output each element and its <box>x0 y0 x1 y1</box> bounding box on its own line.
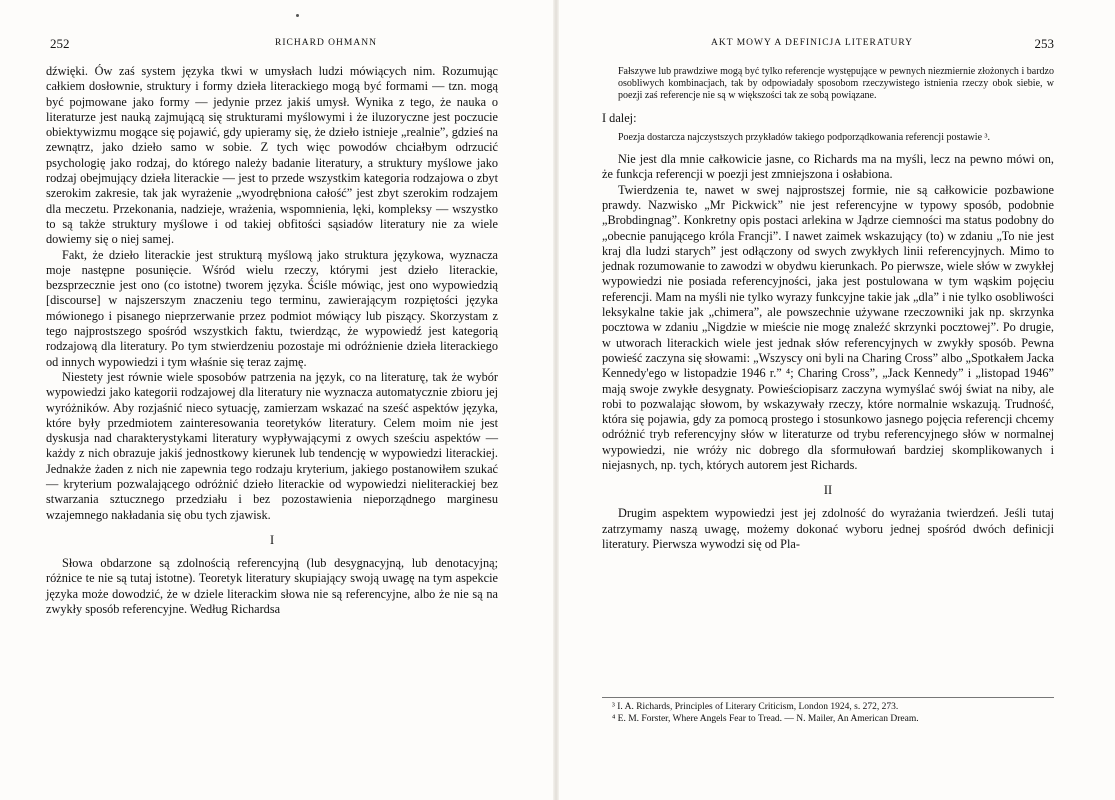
right-page-header <box>602 36 1054 50</box>
section-heading-1: I <box>269 532 275 547</box>
quote-text: Fałszywe lub prawdziwe mogą być tylko referencje występujące w pewnych niezmiernie złożonych i bardzo osobliwych kombinacjach, tak by odpowiadały sposobom rzeczywistego istnienia rzeczy obok siebie, w poezji zaś referencje nie są w większości tak ze sobą powiązane. <box>618 66 1054 102</box>
paragraph: Drugim aspektem wypowiedzi jest jej zdolność do wyrażania twierdzeń. Jeśli tutaj zatrzymamy naszą uwagę, możemy dokonać wyboru jednej spośród dwóch definicji literatury. Pierwsza wywodzi się od Pla- <box>602 506 1054 551</box>
page-mark <box>296 14 299 17</box>
paragraph: Nie jest dla mnie całkowicie jasne, co Richards ma na myśli, lecz na pewno mówi on, że funkcja referencji w poezji jest zmniejszona i osłabiona. <box>602 152 1054 182</box>
footnotes <box>602 697 1054 725</box>
paragraph: Fakt, że dzieło literackie jest strukturą myślową jako struktura językowa, wyznacza moje następne posunięcie. Wśród wielu rzeczy, którymi jest dzieło literackie, bezsprzecznie jest ono (co istotne) tworem języka. Ściśle mówiąc, jest ono wypowiedzią [discourse] w najszerszym znaczeniu tego terminu, zawierającym rozpiętości języka mówionego i pisanego nieprzerwanie przez podmiot mówiący lub piszący. Skorzystam z tego najprostszego spośród wszystkich faktu, twierdząc, że wypowiedź jest kategorią rodzajową dla literatury. Po tym stwierdzeniu pozostaje mi odróżnienie dzieła literackiego od innych wypowiedzi i tym właśnie się teraz zajmę. <box>46 247 498 369</box>
left-page-body <box>46 64 498 617</box>
paragraph: Twierdzenia te, nawet w swej najprostszej formie, nie są całkowicie pozbawione prawdy. Nazwisko „Mr Pickwick” nie jest referencyjne w typowy sposób, podobnie „Brobdingnag”. Konkretny opis postaci arlekina w Jądrze ciemności ma status podobny do „obecnie panującego króla Francji”. I nawet zaimek wskazujący (to) w zdaniu „To nie jest kraj dla ludzi starych” jest odłączony od swych zwykłych linii referencyjnych. Mimo to jednak rozumowanie to zawodzi w obydwu kierunkach. Po pierwsze, wiele słów w zwykłej wypowiedzi nie posiada referencyjności, jaka jest postulowana w tym wąskim pojęciu referencji. Mam na myśli nie tylko wyrazy funkcyjne takie jak „dla” i nie tylko osobliwości leksykalne takie jak „chimera”, ale powszechnie używane rzeczowniki jak np. skrzynka pocztowa w zdaniu „Nigdzie w mieście nie mogę znaleźć skrzynki pocztowej”. Po drugie, w utworach literackich wiele jest jednak słów referencyjnych w zwykły sposób. Pewna powieść zaczyna się słowami: „Wszyscy oni byli na Charing Cross” albo „Spotkałem Jacka Kennedy'ego w listopadzie 1946 r.” ⁴; Charing Cross”, „Jack Kennedy” i „listopad 1946” mają swoje zwykłe desygnaty. Powieściopisarz zaczyna wymyślać swój świat na niby, ale robi to pozwalając słowom, by wskazywały rzeczy, które normalnie wskazują. Trudność, która się pojawia, gdy za pomocą prostego i stosunkowo jasnego pojęcia referencji chcemy odróżnić tryb referencyjny słów w literaturze od trybu referencyjnego słów w normalnej wypowiedzi, nie wróży nic dobrego dla sformułowań bardziej skomplikowanych i niejasnych, np. tych, których autorem jest Richards. <box>602 182 1054 473</box>
paragraph: I dalej: <box>602 110 637 125</box>
left-running-head: RICHARD OHMANN <box>275 38 377 48</box>
right-page-body <box>602 64 1054 552</box>
paragraph: Słowa obdarzone są zdolnością referencyjną (lub desygnacyjną, lub denotacyjną; różnice te nie są tutaj istotne). Teoretyk literatury skupiający swoją uwagę na tym aspekcie języka może dowodzić, że w dziele literackim słowa nie są referencyjne, albo że nie są na zwykły sposób referencyjne. Według Richardsa <box>46 555 498 616</box>
block-quote <box>602 66 1054 103</box>
right-running-head: AKT MOWY A DEFINICJA LITERATURY <box>710 38 913 48</box>
quote-text: Poezja dostarcza najczystszych przykładów takiego podporządkowania referencji postawie ³. <box>618 131 991 143</box>
paragraph: dźwięki. Ów zaś system języka tkwi w umysłach ludzi mówiących nim. Rozumując całkiem dosłownie, struktury i formy dzieła literackiego mogą być formami — tzn. mogą być pojmowane jako formy — jedynie przez jakiś umysł. Wynika z tego, że nauka o literaturze jest nauką zajmującą się strukturami myślowymi i że iluzoryczne jest poczucie obiektywizmu mogące się pojawić, gdy upieramy się, że dzieło istnieje „realnie”, gdzieś na zewnątrz, jako dzieło samo w sobie. Z tych więc powodów chciałbym odrzucić psychologię jako rodzaj, do którego należy badanie literatury, a struktury myślowe jako rodzaj obejmujący dzieła literackie — jest to przede wszystkim kategoria rodzajowa o zbyt szerokim zakresie, tak jak wyrażenie „wyodrębniona całość” jest zbyt szerokim rodzajem dla meczetu. Przekonania, nadzieje, wrażenia, wspomnienia, lęki, kompleksy — wszystko to są także struktury myślowe i od takiej obfitości sąsiadów literatury nie za wiele dowiemy się o niej samej. <box>46 64 498 247</box>
block-quote <box>602 132 1054 144</box>
book-gutter <box>553 0 559 800</box>
footnote: ³ I. A. Richards, Principles of Literary Criticism, London 1924, s. 272, 273. <box>612 702 899 712</box>
footnote: ⁴ E. M. Forster, Where Angels Fear to Tread. — N. Mailer, An American Dream. <box>612 714 919 724</box>
left-page-header <box>46 36 498 50</box>
section-heading-2: II <box>823 483 833 498</box>
paragraph: Niestety jest równie wiele sposobów patrzenia na język, co na literaturę, tak że wybór wypowiedzi jako kategorii rodzajowej dla literatury nie wyznacza automatycznie zbioru jej wyróżników. Aby rozjaśnić nieco sytuację, zamierzam wskazać na sześć aspektów języka, które były przedmiotem zainteresowania teoretyków literatury. Celem moim nie jest dyskusja nad charakterystykami literatury wypływającymi z owych sześciu aspektów — każdy z nich obrazuje jakiś jednostkowy kierunek lub tendencję w wypowiedzi literackiej. Jednakże żaden z nich nie zapewnia tego rodzaju kryterium, jakiego postanowiłem szukać — kryterium pozwalającego odróżnić dzieło literackie od wypowiedzi nieliterackiej bez stwarzania sztucznego przedziału i bez pozostawienia nieporządnego marginesu wzajemnego nakładania się obu tych zjawisk. <box>46 369 498 522</box>
left-page-number: 252 <box>50 36 70 51</box>
right-page-number: 253 <box>1034 36 1054 51</box>
